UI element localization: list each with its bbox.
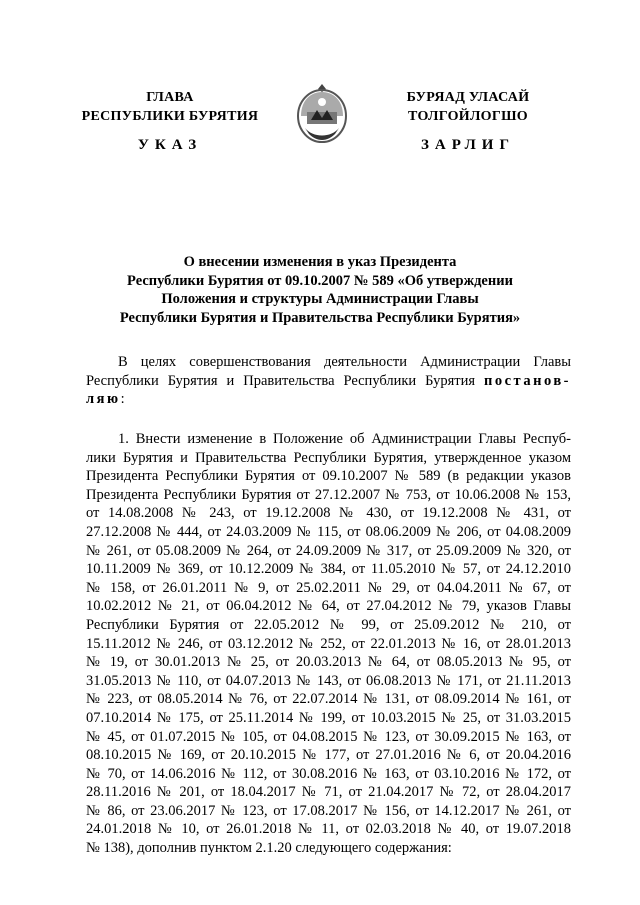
emblem — [293, 80, 351, 146]
item-1-line: № 19, от 30.01.2013 № 25, от 20.03.2013 № 64, от 08.05.2013 № 95, от — [86, 654, 571, 671]
decree-word-end: ляю — [86, 391, 121, 408]
item-1-line: 15.11.2012 № 246, от 03.12.2012 № 252, от 22.01.2013 № 16, от 28.01.2013 — [86, 635, 571, 652]
preamble-line — [86, 390, 571, 409]
header-left-line1: ГЛАВА — [146, 90, 194, 105]
item-1-line: 31.05.2013 № 110, от 04.07.2013 № 143, от 06.08.2013 № 171, от 21.11.2013 — [86, 672, 571, 689]
preamble-paragraph — [86, 353, 571, 409]
item-1-line: № 138), дополнив пунктом 2.1.20 следующего содержания: — [86, 840, 452, 857]
title-line: О внесении изменения в указ Президента — [183, 254, 457, 270]
item-1-line: № 223, от 08.05.2014 № 76, от 22.07.2014 № 131, от 08.09.2014 № 161, от — [86, 691, 571, 708]
decree-label-left: УКАЗ — [137, 137, 203, 153]
item-1-line: № 158, от 26.01.2011 № 9, от 25.02.2011 № 29, от 04.04.2011 № 67, от — [86, 579, 571, 596]
title-line: Республики Бурятия от 09.10.2007 № 589 «Об утверждении — [127, 272, 513, 289]
coat-of-arms-icon — [293, 80, 351, 146]
item-1-line: № 261, от 05.08.2009 № 264, от 24.09.2009 № 317, от 25.09.2009 № 320, от — [86, 542, 571, 559]
item-1-line: № 45, от 01.07.2015 № 105, от 04.08.2015 № 123, от 30.09.2015 № 163, от — [86, 728, 571, 745]
item-1-line: от 14.08.2008 № 243, от 19.12.2008 № 430, от 19.12.2008 № 431, от — [86, 505, 571, 522]
title-line: Республики Бурятия и Правительства Республики Бурятия» — [119, 309, 521, 326]
item-1-line: 07.10.2014 № 175, от 25.11.2014 № 199, от 10.03.2015 № 25, от 31.03.2015 — [86, 709, 571, 726]
preamble-text: Республики Бурятия и Правительства Республики Бурятия — [86, 372, 484, 389]
title-line: Положения и структуры Администрации Главы — [161, 291, 479, 307]
item-1-line: Президента Республики Бурятия от 27.12.2007 № 753, от 10.06.2008 № 153, — [86, 486, 571, 503]
header-right — [368, 88, 568, 126]
header-left-line2: РЕСПУБЛИКИ БУРЯТИЯ — [81, 109, 259, 124]
decree-word: постанов- — [484, 372, 571, 389]
item-1-line: 10.11.2009 № 369, от 10.12.2009 № 384, от 11.05.2010 № 57, от 24.12.2010 — [86, 561, 571, 578]
item-1-line: 10.02.2012 № 21, от 06.04.2012 № 64, от 27.04.2012 № 79, указов Главы — [86, 598, 571, 615]
decree-label-right: ЗАРЛИГ — [420, 137, 516, 153]
item-1-line: 1. Внести изменение в Положение об Администрации Главы Респуб- — [118, 431, 571, 447]
header-left — [70, 88, 270, 126]
item-1-line: 08.10.2015 № 169, от 20.10.2015 № 177, от 27.01.2016 № 6, от 20.04.2016 — [86, 747, 571, 764]
item-1-line: Президента Республики Бурятия от 09.10.2007 № 589 (в редакции указов — [86, 468, 571, 485]
preamble-line: В целях совершенствования деятельности Администрации Главы — [118, 354, 571, 370]
item-1-paragraph — [86, 430, 571, 858]
header-right-line1: БУРЯАД УЛАСАЙ — [406, 90, 530, 105]
document-title — [90, 253, 550, 327]
item-1-line: 28.11.2016 № 201, от 18.04.2017 № 71, от 21.04.2017 № 72, от 28.04.2017 — [86, 784, 571, 801]
preamble-colon: : — [120, 391, 125, 408]
item-1-line: № 86, от 23.06.2017 № 123, от 17.08.2017 № 156, от 14.12.2017 № 261, от — [86, 802, 571, 819]
preamble-line — [86, 372, 571, 391]
item-1-line: Республики Бурятия от 22.05.2012 № 99, от 25.09.2012 № 210, от — [86, 616, 571, 633]
item-1-line: № 70, от 14.06.2016 № 112, от 30.08.2016 № 163, от 03.10.2016 № 172, от — [86, 765, 571, 782]
header-right-line2: ТОЛГОЙЛОГШО — [408, 109, 528, 124]
item-1-line: 27.12.2008 № 444, от 24.03.2009 № 115, от 08.06.2009 № 206, от 04.08.2009 — [86, 523, 571, 540]
item-1-line: 24.01.2018 № 10, от 26.01.2018 № 11, от 02.03.2018 № 40, от 19.07.2018 — [86, 821, 571, 838]
item-1-line: лики Бурятия и Правительства Республики Бурятия, утвержденное указом — [86, 449, 571, 466]
